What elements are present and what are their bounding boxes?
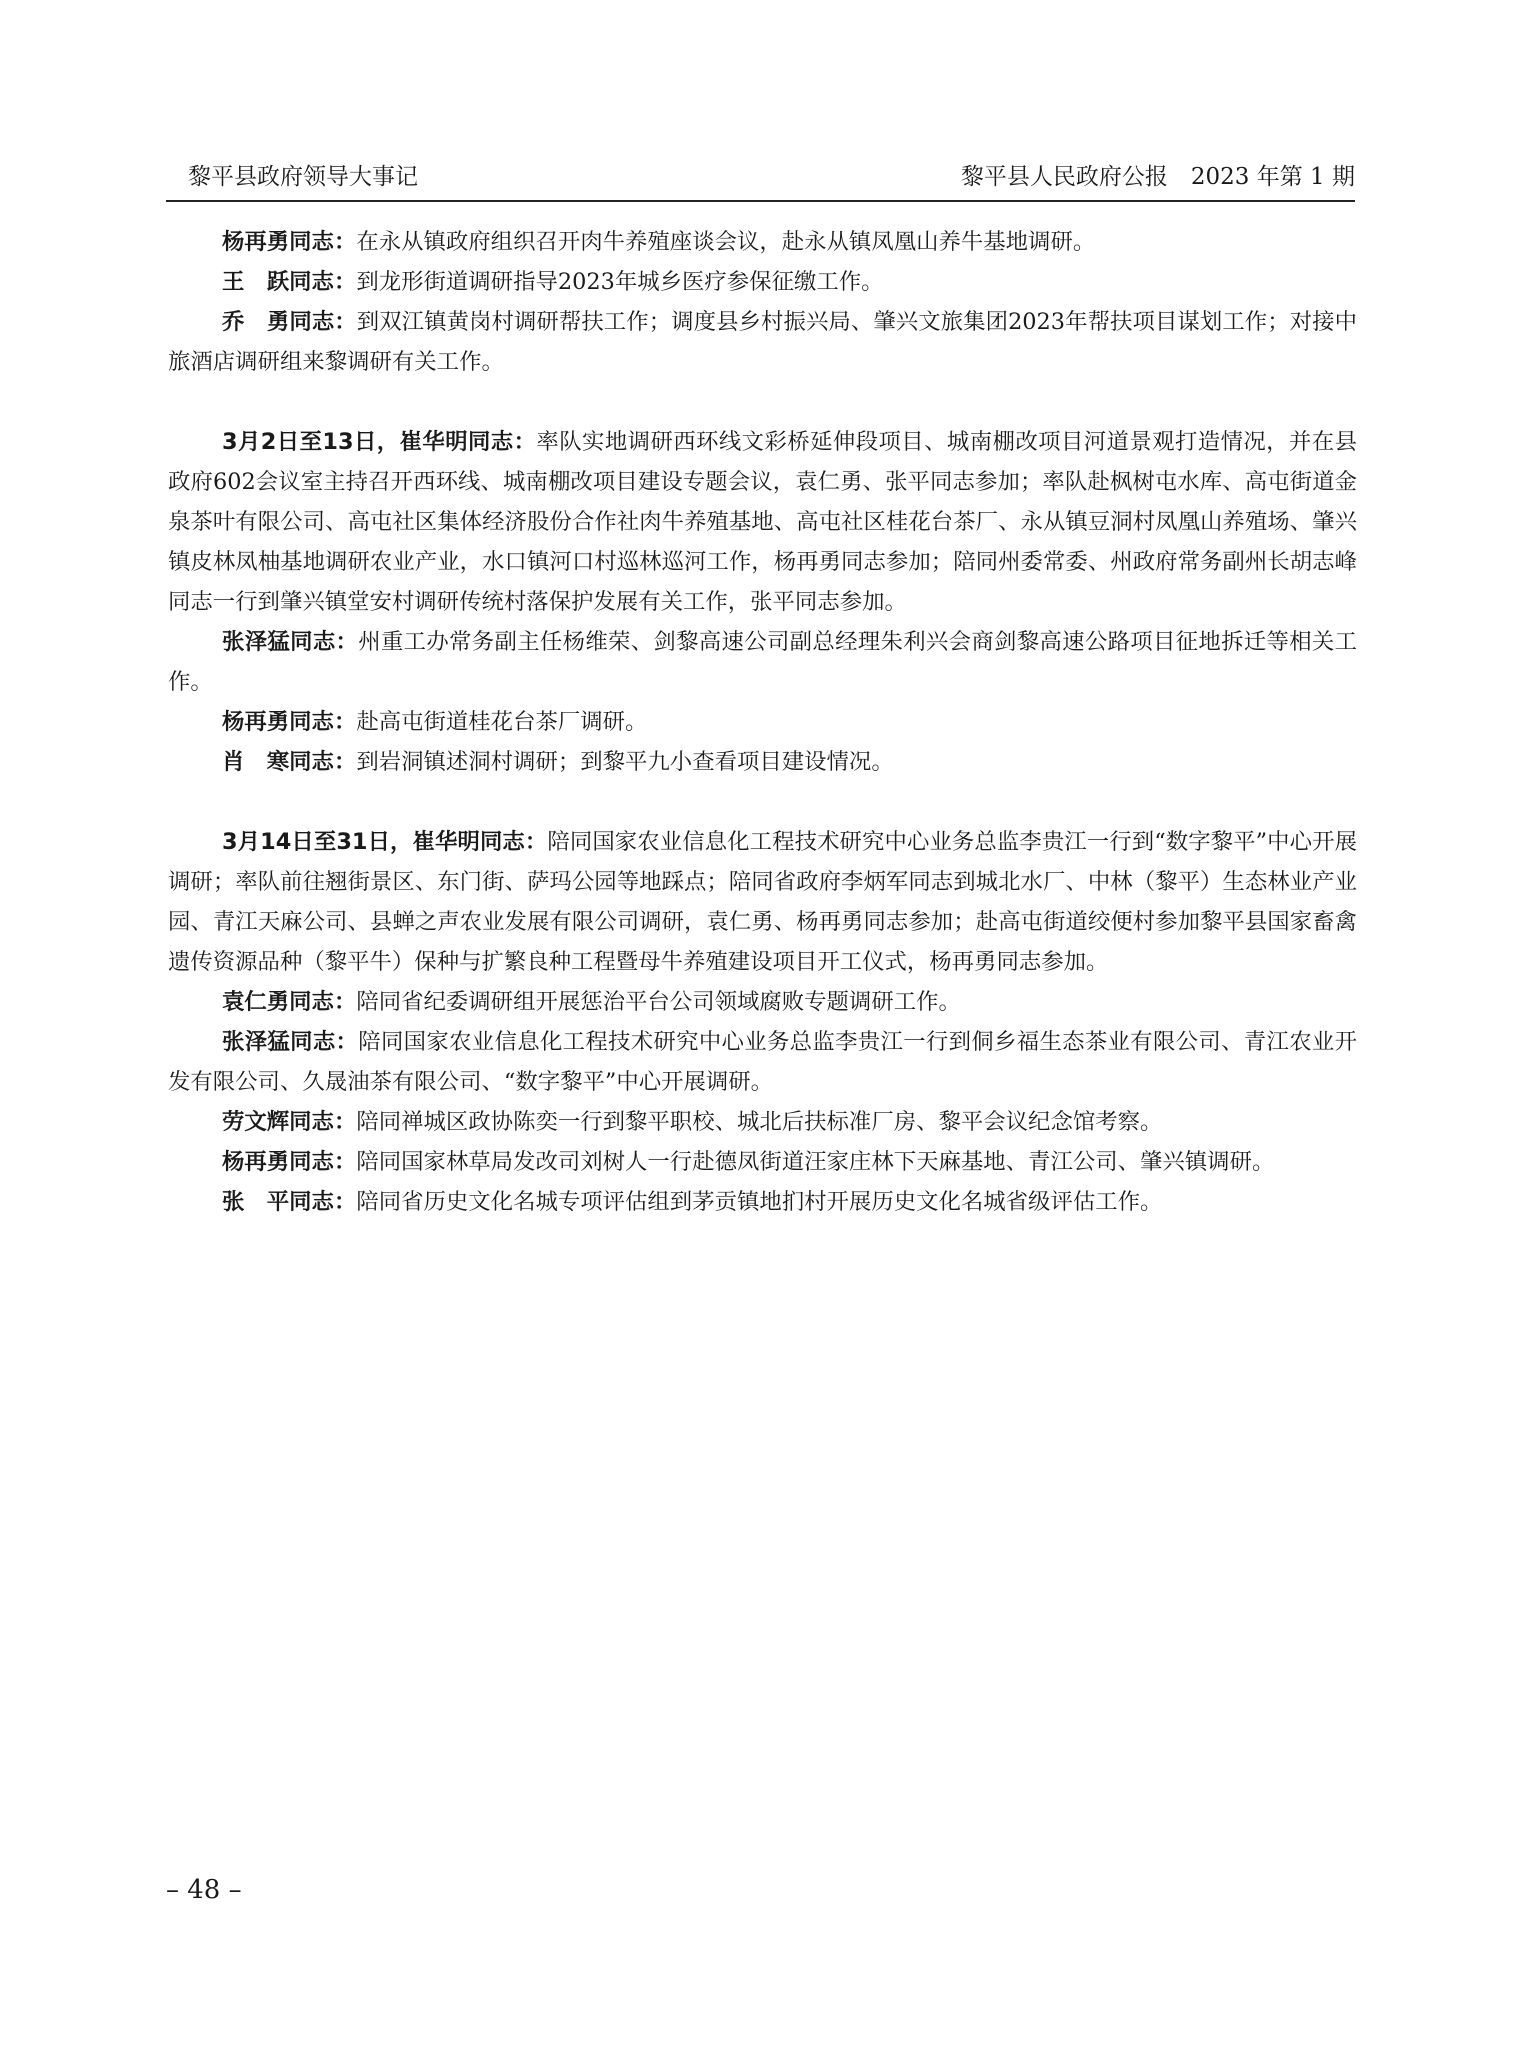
entry-person: 3月2日至13日，崔华明同志：: [222, 429, 537, 455]
entry-person: 张 平同志：: [222, 1189, 357, 1215]
section-gap: [168, 782, 1357, 822]
record-entry: [168, 1102, 1357, 1142]
entry-text: 陪同国家农业信息化工程技术研究中心业务总监李贵江一行到侗乡福生态茶业有限公司、青江农业开发有限公司、久晟油茶有限公司、“数字黎平”中心开展调研。: [168, 1029, 1358, 1095]
header-section-title: 黎平县政府领导大事记: [188, 164, 418, 190]
entry-person: 袁仁勇同志：: [222, 989, 357, 1015]
entry-person: 杨再勇同志：: [222, 1149, 357, 1175]
entry-person: 杨再勇同志：: [222, 709, 357, 735]
entry-text: 陪同国家农业信息化工程技术研究中心业务总监李贵江一行到“数字黎平”中心开展调研；率队前往翘街景区、东门街、萨玛公园等地踩点；陪同省政府李炳军同志到城北水厂、中林（黎平）生态林业产业园、青江天麻公司、县蝉之声农业发展有限公司调研，袁仁勇、杨再勇同志参加；赴高屯街道绞便村参加黎平县国家畜禽遗传资源品种（黎平牛）保种与扩繁良种工程暨母牛养殖建设项目开工仪式，杨再勇同志参加。: [168, 829, 1357, 975]
section-gap: [168, 382, 1357, 422]
record-entry: [168, 742, 1357, 782]
record-entry: [168, 1182, 1357, 1222]
entry-text: 陪同国家林草局发改司刘树人一行赴德凤街道汪家庄林下天麻基地、青江公司、肇兴镇调研。: [356, 1149, 1275, 1175]
record-entry: [168, 262, 1357, 302]
record-entry: [168, 702, 1357, 742]
entry-person: 肖 寒同志：: [222, 749, 357, 775]
page-body: [168, 222, 1357, 1222]
entry-person: 乔 勇同志：: [222, 309, 357, 335]
entry-text: 到龙形街道调研指导2023年城乡医疗参保征缴工作。: [356, 269, 884, 295]
entry-text: 到岩洞镇述洞村调研；到黎平九小查看项目建设情况。: [356, 749, 894, 775]
entry-person: 张泽猛同志：: [222, 1029, 359, 1055]
record-entry: [168, 982, 1357, 1022]
record-entry: [168, 622, 1357, 702]
entry-text: 到双江镇黄岗村调研帮扶工作；调度县乡村振兴局、肇兴文旅集团2023年帮扶项目谋划工作；对接中旅酒店调研组来黎调研有关工作。: [168, 309, 1358, 375]
entry-text: 赴高屯街道桂花台茶厂调研。: [356, 709, 648, 735]
record-entry: [168, 222, 1357, 262]
entry-text: 陪同省纪委调研组开展惩治平台公司领域腐败专题调研工作。: [356, 989, 961, 1015]
entry-text: 率队实地调研西环线文彩桥延伸段项目、城南棚改项目河道景观打造情况，并在县政府602会议室主持召开西环线、城南棚改项目建设专题会议，袁仁勇、张平同志参加；率队赴枫树屯水库、高屯街道金泉茶叶有限公司、高屯社区集体经济股份合作社肉牛养殖基地、高屯社区桂花台茶厂、永从镇豆洞村凤凰山养殖场、肇兴镇皮林凤柚基地调研农业产业，水口镇河口村巡林巡河工作，杨再勇同志参加；陪同州委常委、州政府常务副州长胡志峰同志一行到肇兴镇堂安村调研传统村落保护发展有关工作，张平同志参加。: [168, 429, 1357, 615]
record-entry: [168, 422, 1357, 622]
entry-person: 劳文辉同志：: [222, 1109, 357, 1135]
entry-text: 在永从镇政府组织召开肉牛养殖座谈会议，赴永从镇凤凰山养牛基地调研。: [356, 229, 1096, 255]
header-publication-issue: 黎平县人民政府公报 2023 年第 1 期: [960, 164, 1355, 190]
entry-text: 陪同禅城区政协陈奕一行到黎平职校、城北后扶标准厂房、黎平会议纪念馆考察。: [356, 1109, 1163, 1135]
record-entry: [168, 822, 1357, 982]
entry-text: 陪同省历史文化名城专项评估组到茅贡镇地扪村开展历史文化名城省级评估工作。: [356, 1189, 1163, 1215]
record-entry: [168, 302, 1357, 382]
record-entry: [168, 1022, 1357, 1102]
entry-person: 张泽猛同志：: [222, 629, 359, 655]
entry-text: 州重工办常务副主任杨维荣、剑黎高速公司副总经理朱利兴会商剑黎高速公路项目征地拆迁等相关工作。: [168, 629, 1358, 695]
entry-person: 3月14日至31日，崔华明同志：: [222, 829, 548, 855]
entry-person: 杨再勇同志：: [222, 229, 357, 255]
record-entry: [168, 1142, 1357, 1182]
entry-person: 王 跃同志：: [222, 269, 357, 295]
running-header: [166, 158, 1355, 202]
page-number: – 48 –: [166, 1875, 242, 1905]
